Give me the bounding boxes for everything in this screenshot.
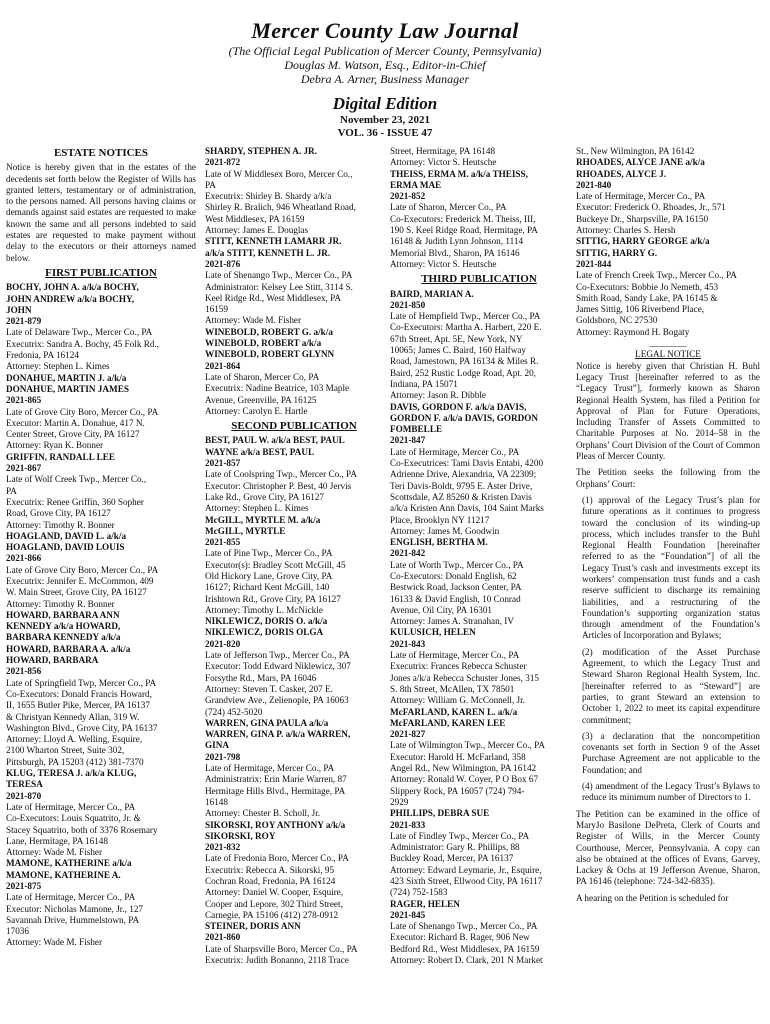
entry-detail: Old Hickory Lane, Grove City, PA (205, 570, 333, 581)
second-publication-heading: SECOND PUBLICATION (231, 420, 357, 433)
entry-detail: Attorney: Raymond H. Bogaty (576, 326, 690, 337)
entry-detail: Indiana, PA 15071 (390, 378, 458, 389)
issue-date: November 23, 2021 (340, 114, 430, 126)
entry-detail: Attorney: Stephen L. Kimes (6, 361, 110, 372)
entry-detail: Late of Worth Twp., Mercer Co., PA (390, 559, 524, 570)
entry-detail: Attorney: Steven T. Casker, 207 E. (205, 683, 333, 694)
entry-detail: Late of Coolspring Twp., Mercer Co., PA (205, 469, 357, 480)
decedent-name: RHOADES, ALYCE J. (576, 168, 667, 179)
decedent-name: KULUSICH, HELEN (390, 627, 476, 638)
decedent-name: 2021-860 (205, 932, 241, 943)
decedent-name: THEISS, ERMA M. a/k/a THEISS, (390, 168, 528, 179)
entry-detail: Co-Executors: Frederick M. Theiss, III, (390, 213, 536, 224)
decedent-name: SIKORSKI, ROY (205, 830, 276, 841)
entry-detail: Late of Shenango Twp., Mercer Co., PA (205, 270, 353, 281)
entry-detail: Goldsboro, NC 27530 (576, 315, 658, 326)
entry-detail: Bedford Rd., West Middlesex, PA 16159 (390, 943, 540, 954)
decedent-name: DAVIS, GORDON F. a/k/a DAVIS, (390, 401, 527, 412)
estate-entry (205, 718, 383, 820)
entry-detail: Late of Sharon, Mercer Co., PA (390, 202, 507, 213)
entry-detail: Keel Ridge Rd., West Middlesex, PA (205, 292, 342, 303)
decedent-name: BARBARA KENNEDY a/k/a (6, 632, 121, 643)
entry-detail: St., New Wilmington, PA 16142 (576, 146, 695, 156)
estate-entry (6, 858, 196, 948)
entry-detail: Attorney: Charles S. Hersh (576, 225, 676, 236)
decedent-name: MAMONE, KATHERINE A. (6, 869, 121, 880)
legal-notice-item: (4) amendment of the Legacy Trust’s Bylaws to reduce its minimum number of Directors to 1. (582, 781, 760, 803)
entry-detail: Attorney: Timothy R. Bonner (6, 519, 115, 530)
estate-entry (6, 452, 196, 531)
decedent-name: WINEBOLD, ROBERT GLYNN (205, 349, 335, 360)
decedent-name: DONAHUE, MARTIN JAMES (6, 383, 129, 394)
journal-title: Mercer County Law Journal (251, 18, 519, 43)
entry-detail: Late of Hermitage, Mercer Co., PA (205, 763, 335, 774)
estate-entry (390, 537, 568, 627)
entry-detail: Buckley Road, Mercer, PA 16137 (390, 853, 514, 864)
decedent-name: 2021-844 (576, 258, 612, 269)
decedent-name: McFARLAND, KAREN L. a/k/a (390, 706, 518, 717)
entry-detail: Lane, Hermitage, PA 16148 (6, 835, 108, 846)
column-4 (576, 146, 760, 909)
decedent-name: HOWARD, BARBARA ANN (6, 609, 120, 620)
entry-detail: 16133 & David English, 10 Conrad (390, 593, 521, 604)
first-publication-continued (205, 146, 383, 417)
entry-detail: Late of Delaware Twp., Mercer Co., PA (6, 327, 153, 338)
entry-detail: Executor: Todd Edward Niklewicz, 307 (205, 661, 351, 672)
estate-entry (205, 820, 383, 922)
decedent-name: WINEBOLD, ROBERT a/k/a (205, 338, 322, 349)
entry-detail: Savannah Drive, Hummelstown, PA (6, 914, 140, 925)
estate-entry (390, 402, 568, 538)
second-publication-list (205, 435, 383, 966)
estate-entry (6, 610, 196, 768)
legal-notice-closing: A hearing on the Petition is scheduled for (576, 892, 729, 903)
decedent-name: McGILL, MYRTLE M. a/k/a (205, 514, 321, 525)
entry-detail: Buckeye Dr., Sharpsville, PA 16150 (576, 213, 709, 224)
decedent-name: 2021-876 (205, 258, 241, 269)
decedent-name: GINA (205, 740, 229, 751)
decedent-name: 2021-833 (390, 819, 426, 830)
entry-detail: Attorney: James M. Goodwin (390, 525, 500, 536)
decedent-name: McFARLAND, KAREN LEE (390, 717, 506, 728)
entry-detail: 67th Street, Apt. 5E, New York, NY (390, 333, 523, 344)
estate-notices-heading: ESTATE NOTICES (53, 147, 149, 159)
decedent-name: HOAGLAND, DAVID LOUIS (6, 542, 125, 553)
decedent-name: RAGER, HELEN (390, 898, 460, 909)
decedent-name: 2021-875 (6, 881, 42, 891)
decedent-name: 2021-840 (576, 179, 612, 190)
entry-detail: Co-Executors: Donald English, 62 (390, 570, 517, 581)
decedent-name: JOHN (6, 304, 32, 315)
decedent-name: 2021-832 (205, 842, 241, 853)
estate-entry (6, 768, 196, 858)
entry-detail: Lake Rd., Grove City, PA 16127 (205, 491, 325, 502)
entry-detail: Late of Jefferson Twp., Mercer Co., PA (205, 650, 350, 661)
entry-detail: James Sittig, 106 Riverbend Place, (576, 304, 705, 315)
estate-entry (205, 236, 383, 326)
decedent-name: BEST, PAUL W. a/k/a BEST, PAUL (205, 435, 345, 446)
entry-detail: Late of Findley Twp., Mercer Co., PA (390, 830, 530, 841)
entry-detail: Co-Executors: Martha A. Harbert, 220 E. (390, 322, 542, 333)
estate-entry (205, 616, 383, 718)
decedent-name: 2021-820 (205, 638, 241, 649)
entry-detail: Angel Rd., New Wilmington, PA 16142 (390, 763, 537, 774)
entry-detail: Late of Shenango Twp., Mercer Co., PA (390, 921, 538, 932)
entry-detail: Executor: Richard B. Rager, 906 New (390, 932, 530, 943)
entry-detail: Attorney: Timothy L. McNickle (205, 604, 323, 615)
entry-detail: Road, Grove City, PA 16127 (6, 508, 111, 519)
decedent-name: ENGLISH, BERTHA M. (390, 537, 488, 548)
entry-detail: Attorney: Jason R. Dibble (390, 390, 486, 401)
legal-notice-item: (2) modification of the Asset Purchase Agreement, to which the Legacy Trust and Steward Sharon Regional Health System, Inc. [hereinafter referred to as “Steward”] are parties, to grant Steward an extension to October 1, 2022 to meet its capital expenditure commitment; (582, 646, 760, 725)
entry-detail: Late of Pine Twp., Mercer Co., PA (205, 548, 333, 559)
decedent-name: SITTIG, HARRY GEORGE a/k/a (576, 236, 710, 247)
entry-detail: a/k/a Kristen Ann Davis, 104 Saint Marks (390, 503, 544, 514)
entry-detail: Scottsdale, AZ 85260 & Kristen Davis (390, 491, 532, 502)
entry-detail: 2929 (390, 796, 409, 807)
entry-detail: Late of Sharon, Mercer Co, PA (205, 371, 320, 382)
decedent-name: 2021-879 (6, 316, 42, 327)
entry-detail: Late of Wolf Creek Twp., Mercer Co., (6, 474, 147, 485)
estate-entry (6, 282, 196, 372)
first-publication-list (6, 282, 196, 949)
decedent-name: 2021-867 (6, 463, 42, 474)
decedent-name: STITT, KENNETH LAMARR JR. (205, 236, 342, 247)
decedent-name: 2021-845 (390, 909, 426, 920)
editor-line: Douglas M. Watson, Esq., Editor-in-Chief (284, 58, 486, 72)
estate-entry (205, 435, 383, 514)
decedent-name: 2021-842 (390, 548, 426, 559)
decedent-name: 2021-864 (205, 360, 241, 371)
entry-detail: Late of W Middlesex Boro, Mercer Co., (205, 168, 353, 179)
decedent-name: ERMA MAE (390, 179, 442, 190)
decedent-name: SHARDY, STEPHEN A. JR. (205, 146, 317, 156)
entry-detail: Executrix: Shirley B. Shardy a/k/a (205, 191, 332, 202)
masthead (0, 18, 770, 140)
entry-detail: Street, Hermitage, PA 16148 (390, 146, 496, 156)
entry-detail: Attorney: Daniel W. Cooper, Esquire, (205, 887, 344, 898)
entry-detail: Washington Blvd., Grove City, PA 16137 (6, 722, 158, 733)
entry-detail: Late of Hermitage, Mercer Co., PA (6, 892, 136, 903)
decedent-name: 2021-827 (390, 729, 426, 740)
entry-detail: Adrienne Drive, Alexandria, VA 22309; (390, 469, 537, 480)
decedent-name: 2021-870 (6, 790, 42, 801)
entry-detail: Jones a/k/a Rebecca Schuster Jones, 315 (390, 672, 540, 683)
estate-entry (576, 146, 760, 157)
decedent-name: WINEBOLD, ROBERT G. a/k/a (205, 326, 333, 337)
decedent-name: 2021-850 (390, 299, 426, 310)
decedent-name: 2021-855 (205, 537, 241, 548)
entry-detail: Teri Davis-Boldt, 9795 E. Aster Drive, (390, 480, 533, 491)
estate-entry (390, 808, 568, 898)
entry-detail: Late of Grove City Boro, Mercer Co., PA (6, 564, 159, 575)
entry-detail: Executrix: Renee Griffin, 360 Sopher (6, 496, 144, 507)
entry-detail: Late of Hermitage, Mercer Co., PA (390, 650, 520, 661)
legal-notice-heading: LEGAL NOTICE (635, 349, 701, 360)
estate-entry (390, 899, 568, 967)
entry-detail: Attorney: Wade M. Fisher (6, 937, 103, 948)
entry-detail: Forsythe Rd., Mars, PA 16046 (205, 672, 317, 683)
entry-detail: (724) 452-5020 (205, 706, 263, 717)
manager-line: Debra A. Arner, Business Manager (300, 72, 470, 86)
decedent-name: PHILLIPS, DEBRA SUE (390, 808, 490, 819)
notice-divider: ________ (649, 338, 687, 349)
estate-entry (6, 373, 196, 452)
legal-notice-paragraph: The Petition seeks the following from the Orphans’ Court: (576, 467, 760, 489)
estate-entry (390, 707, 568, 809)
entry-detail: PA (6, 485, 17, 496)
entry-detail: Attorney: Carolyn E. Hartle (205, 405, 308, 416)
entry-detail: Executor(s): Bradley Scott McGill, 45 (205, 559, 346, 570)
journal-subtitle: (The Official Legal Publication of Mercer County, Pennsylvania) (228, 44, 542, 58)
legal-notice-item: (3) a declaration that the noncompetition covenants set forth in Section 9 of the Asset Purchase Agreement are not applicable to the Foundation; and (582, 730, 760, 775)
decedent-name: 2021-852 (390, 191, 426, 202)
decedent-name: JOHN ANDREW a/k/a BOCHY, (6, 293, 135, 304)
entry-detail: Administrator: Kelsey Lee Stitt, 3114 S. (205, 281, 353, 292)
decedent-name: 2021-872 (205, 157, 241, 168)
entry-detail: 190 S. Keel Ridge Road, Hermitage, PA (390, 225, 538, 236)
entry-detail: W. Main Street, Grove City, PA 16127 (6, 587, 147, 598)
entry-detail: Attorney: Wade M. Fisher (6, 847, 103, 858)
decedent-name: 2021-847 (390, 435, 426, 446)
estate-entry (390, 627, 568, 706)
entry-detail: Shirley R. Bralich, 946 Wheatland Road, (205, 202, 356, 213)
entry-detail: Attorney: Victor S. Heutsche (390, 258, 497, 269)
entry-detail: 17036 (6, 926, 29, 937)
entry-detail: Cooper and Lepore, 302 Third Street, (205, 898, 343, 909)
entry-detail: Late of French Creek Twp., Mercer Co., PA (576, 270, 737, 281)
decedent-name: a/k/a STITT, KENNETH L. JR. (205, 247, 331, 258)
edition-label: Digital Edition (332, 94, 438, 113)
decedent-name: GORDON F. a/k/a DAVIS, GORDON (390, 412, 539, 423)
decedent-name: WARREN, GINA P. a/k/a WARREN, (205, 729, 351, 740)
decedent-name: KLUG, TERESA J. a/k/a KLUG, (6, 768, 137, 779)
entry-detail: Co-Executors: Donald Francis Howard, (6, 688, 152, 699)
decedent-name: MAMONE, KATHERINE a/k/a (6, 858, 132, 869)
entry-detail: Executrix: Judith Bonanno, 2118 Trace (205, 955, 349, 966)
entry-detail: Grandview Ave., Zelienople, PA 16063 (205, 695, 349, 706)
entry-detail: Late of Wilmington Twp., Mercer Co., PA (390, 740, 545, 751)
decedent-name: HOWARD, BARBARA A. a/k/a (6, 643, 131, 654)
first-publication-heading: FIRST PUBLICATION (45, 266, 157, 279)
decedent-name: STEINER, DORIS ANN (205, 921, 301, 932)
entry-detail: Executor: Martin A. Donahue, 417 N. (6, 417, 145, 428)
estate-entry (576, 236, 760, 338)
entry-detail: Executrix: Rebecca A. Sikorski, 95 (205, 864, 335, 875)
entry-detail: Executrix: Jennifer E. McCommon, 409 (6, 575, 154, 586)
entry-detail: 2100 Wharton Street, Suite 302, (6, 745, 125, 756)
entry-detail: Executrix: Nadine Beatrice, 103 Maple (205, 383, 350, 394)
entry-detail: Late of Grove City Boro, Mercer Co., PA (6, 406, 159, 417)
estate-entry (390, 146, 568, 169)
entry-detail: Memorial Blvd., Sharon, PA 16146 (390, 247, 520, 258)
decedent-name: DONAHUE, MARTIN J. a/k/a (6, 372, 127, 383)
entry-detail: Administratrix: Erin Marie Warren, 87 (205, 774, 347, 785)
entry-detail: Late of Hermitage, Mercer Co., PA (390, 446, 520, 457)
estate-entry (576, 157, 760, 236)
entry-detail: Carnegie, PA 15106 (412) 278-0912 (205, 909, 339, 920)
decedent-name: NIKLEWICZ, DORIS OLGA (205, 627, 324, 638)
entry-detail: Attorney: James E. Douglas (205, 225, 309, 236)
entry-detail: West Middlesex, PA 16159 (205, 213, 305, 224)
entry-detail: Avenue, Greenville, PA 16125 (205, 394, 317, 405)
column-1 (6, 146, 196, 949)
entry-detail: Late of Sharpsville Boro, Mercer Co., PA (205, 943, 358, 954)
entry-detail: S. 8th Street, McAllen, TX 78501 (390, 683, 515, 694)
entry-detail: Late of Hempfield Twp., Mercer Co., PA (390, 311, 541, 322)
decedent-name: KENNEDY a/k/a HOWARD, (6, 621, 121, 632)
legal-notice-paragraph: Notice is hereby given that Christian H. Buhl Legacy Trust [hereinafter referred to as the “Legacy Trust”], formerly known as Sharon Regional Health System, has filed a Petition for Approval of Plan for Future Operations, Including Transfer of Assets Committed to Charitable Purposes at No. 2014–58 in the Orphans’ Court Division of the Court of Common Pleas of Mercer County. (576, 360, 760, 462)
entry-detail: Executor: Nicholas Mamone, Jr., 127 (6, 903, 144, 914)
entry-detail: Attorney: Victor S. Heutsche (390, 157, 497, 168)
estate-entry (205, 327, 383, 417)
decedent-name: 2021-856 (6, 666, 42, 677)
column-3 (390, 146, 568, 966)
entry-detail: Executor: Christopher P. Best, 40 Jervis (205, 480, 352, 491)
legal-notice-closing: The Petition can be examined in the office of MaryJo Basilone DePreta, Clerk of Courts and Register of Wills, in the Mercer County Courthouse, Mercer, Pennsylvania. A copy can also be obtained at the offices of Evans, Garvey, Lackey & Ochs at 19 Jefferson Avenue, Sharon, PA 16146 (telephone: 724-342-6835). (576, 808, 760, 887)
second-publication-continued (390, 146, 568, 270)
entry-detail: 423 Sixth Street, Ellwood City, PA 16117 (390, 876, 543, 886)
entry-detail: Place, Brooklyn NY 11217 (390, 514, 490, 525)
entry-detail: Co-Executrices: Tami Davis Entabi, 4200 (390, 458, 544, 469)
decedent-name: BAIRD, MARIAN A. (390, 288, 474, 299)
entry-detail: Bestwick Road, Jackson Center, PA (390, 582, 522, 593)
entry-detail: Attorney: Chester B. Scholl, Jr. (205, 808, 321, 819)
estate-entry (205, 146, 383, 236)
entry-detail: Attorney: Timothy R. Bonner (6, 598, 115, 609)
decedent-name: McGILL, MYRTLE (205, 525, 286, 536)
entry-detail: Late of Fredonia Boro, Mercer Co., PA (205, 853, 349, 864)
entry-detail: Late of Hermitage, Mercer Co., PA (576, 191, 706, 202)
entry-detail: & Christyan Kennedy Allan, 319 W. (6, 711, 140, 722)
entry-detail: Administrator: Gary R. Phillips, 88 (390, 842, 520, 853)
entry-detail: Road, Jamestown, PA 16134 & Miles R. (390, 356, 539, 367)
entry-detail: 16148 (205, 796, 228, 807)
decedent-name: 2021-866 (6, 553, 42, 564)
estate-entry (390, 289, 568, 402)
decedent-name: WAYNE a/k/a BEST, PAUL (205, 446, 315, 457)
entry-detail: Attorney: Stephen L. Kimes (205, 503, 309, 514)
column-2 (205, 146, 383, 966)
entry-detail: Co-Executors: Bobbie Jo Nemeth, 453 (576, 281, 719, 292)
entry-detail: Slippery Rock, PA 16057 (724) 794- (390, 785, 525, 796)
entry-detail: Attorney: James A. Stranahan, IV (390, 616, 515, 627)
entry-detail: 10065; James C. Baird, 160 Halfway (390, 345, 527, 356)
entry-detail: Attorney: Ronald W. Coyer, P O Box 67 (390, 774, 539, 785)
decedent-name: 2021-843 (390, 638, 426, 649)
estate-entry (390, 169, 568, 271)
estate-entry (205, 515, 383, 617)
decedent-name: SITTIG, HARRY G. (576, 247, 658, 258)
entry-detail: Attorney: Lloyd A. Welling, Esquire, (6, 734, 143, 745)
entry-detail: Cochran Road, Fredonia, PA 16124 (205, 876, 336, 886)
entry-detail: Baird, 252 Rustic Lodge Road, Apt. 20, (390, 367, 536, 378)
decedent-name: SIKORSKI, ROY ANTHONY a/k/a (205, 819, 346, 830)
entry-detail: Executrix: Sandra A. Bochy, 45 Folk Rd., (6, 338, 160, 349)
entry-detail: Fredonia, PA 16124 (6, 350, 79, 361)
estate-entry (205, 921, 383, 966)
entry-detail: Executrix: Frances Rebecca Schuster (390, 661, 527, 672)
third-publication-list (390, 289, 568, 967)
entry-detail: Attorney: Edward Leymarie, Jr., Esquire, (390, 864, 542, 875)
decedent-name: 2021-865 (6, 395, 42, 406)
entry-detail: PA (205, 179, 216, 190)
entry-detail: Avenue, Oil City, PA 16301 (390, 604, 493, 615)
entry-detail: Late of Hermitage, Mercer Co., PA (6, 801, 136, 812)
third-publication-continued (576, 146, 760, 338)
entry-detail: Late of Springfield Twp, Mercer Co., PA (6, 677, 157, 688)
legal-notice-item: (1) approval of the Legacy Trust’s plan for future operations as it continues to progress toward the conclusion of its winding-up process, which includes transfer to the Buhl Regional Health Foundation [hereinafter referred to as the “Foundation”] of all the Legacy Trust’s cash and investments except its workers’ compensation trust funds and a cash reserve sufficient to discharge its remaining liabilities, and a restructuring of the Foundation’s supporting organization status through amendment of the Foundation’s Articles of Incorporation and Bylaws; (582, 494, 760, 641)
decedent-name: 2021-798 (205, 751, 241, 762)
decedent-name: NIKLEWICZ, DORIS O. a/k/a (205, 616, 328, 627)
entry-detail: 16127; Richard Kent McGill, 140 (205, 582, 330, 593)
entry-detail: Attorney: Wade M. Fisher (205, 315, 302, 326)
decedent-name: TERESA (6, 779, 43, 790)
entry-detail: Center Street, Grove City, PA 16127 (6, 429, 140, 440)
entry-detail: Executor: Harold H. McFarland, 358 (390, 751, 526, 762)
decedent-name: RHOADES, ALYCE JANE a/k/a (576, 157, 705, 168)
entry-detail: 16148 & Judith Lynn Johnson, 1114 (390, 236, 524, 247)
estate-notices-intro: Notice is hereby given that in the estates of the decedents set forth below the Register of Wills has granted letters, testamentary or of administration, to the persons named. All persons having claims or demands against said estates are requested to make known the same and all persons indebted to said estates are requested to make payment without delay to the executors or their attorneys named below. (6, 162, 196, 263)
entry-detail: Attorney: Robert D. Clark, 201 N Market (390, 955, 543, 966)
decedent-name: 2021-857 (205, 458, 241, 469)
decedent-name: GRIFFIN, RANDALL LEE (6, 451, 115, 462)
entry-detail: Attorney: Ryan K. Bonner (6, 440, 104, 451)
entry-detail: II, 1655 Butler Pike, Mercer, PA 16137 (6, 700, 150, 711)
decedent-name: BOCHY, JOHN A. a/k/a BOCHY, (6, 282, 139, 293)
issue-volume: VOL. 36 - ISSUE 47 (337, 127, 433, 139)
entry-detail: Pittsburgh, PA 15203 (412) 381-7370 (6, 756, 144, 767)
third-publication-heading: THIRD PUBLICATION (421, 273, 537, 286)
decedent-name: HOAGLAND, DAVID L. a/k/a (6, 530, 127, 541)
entry-detail: 16159 (205, 304, 228, 315)
entry-detail: Stacey Squatrito, both of 3376 Rosemary (6, 824, 158, 835)
entry-detail: Attorney: William G. McConnell, Jr. (390, 695, 525, 706)
entry-detail: Irishtown Rd., Grove City, PA 16127 (205, 593, 341, 604)
entry-detail: Co-Executors: Louis Squatrito, Jr. & (6, 813, 141, 824)
entry-detail: Hermitage Hills Blvd., Hermitage, PA (205, 785, 346, 796)
estate-entry (6, 531, 196, 610)
decedent-name: FOMBELLE (390, 424, 443, 435)
entry-detail: (724) 752-1583 (390, 887, 448, 898)
entry-detail: Executor: Frederick O. Rhoades, Jr., 571 (576, 202, 726, 213)
decedent-name: HOWARD, BARBARA (6, 655, 99, 666)
entry-detail: Smith Road, Sandy Lake, PA 16145 & (576, 292, 718, 303)
decedent-name: WARREN, GINA PAULA a/k/a (205, 717, 329, 728)
